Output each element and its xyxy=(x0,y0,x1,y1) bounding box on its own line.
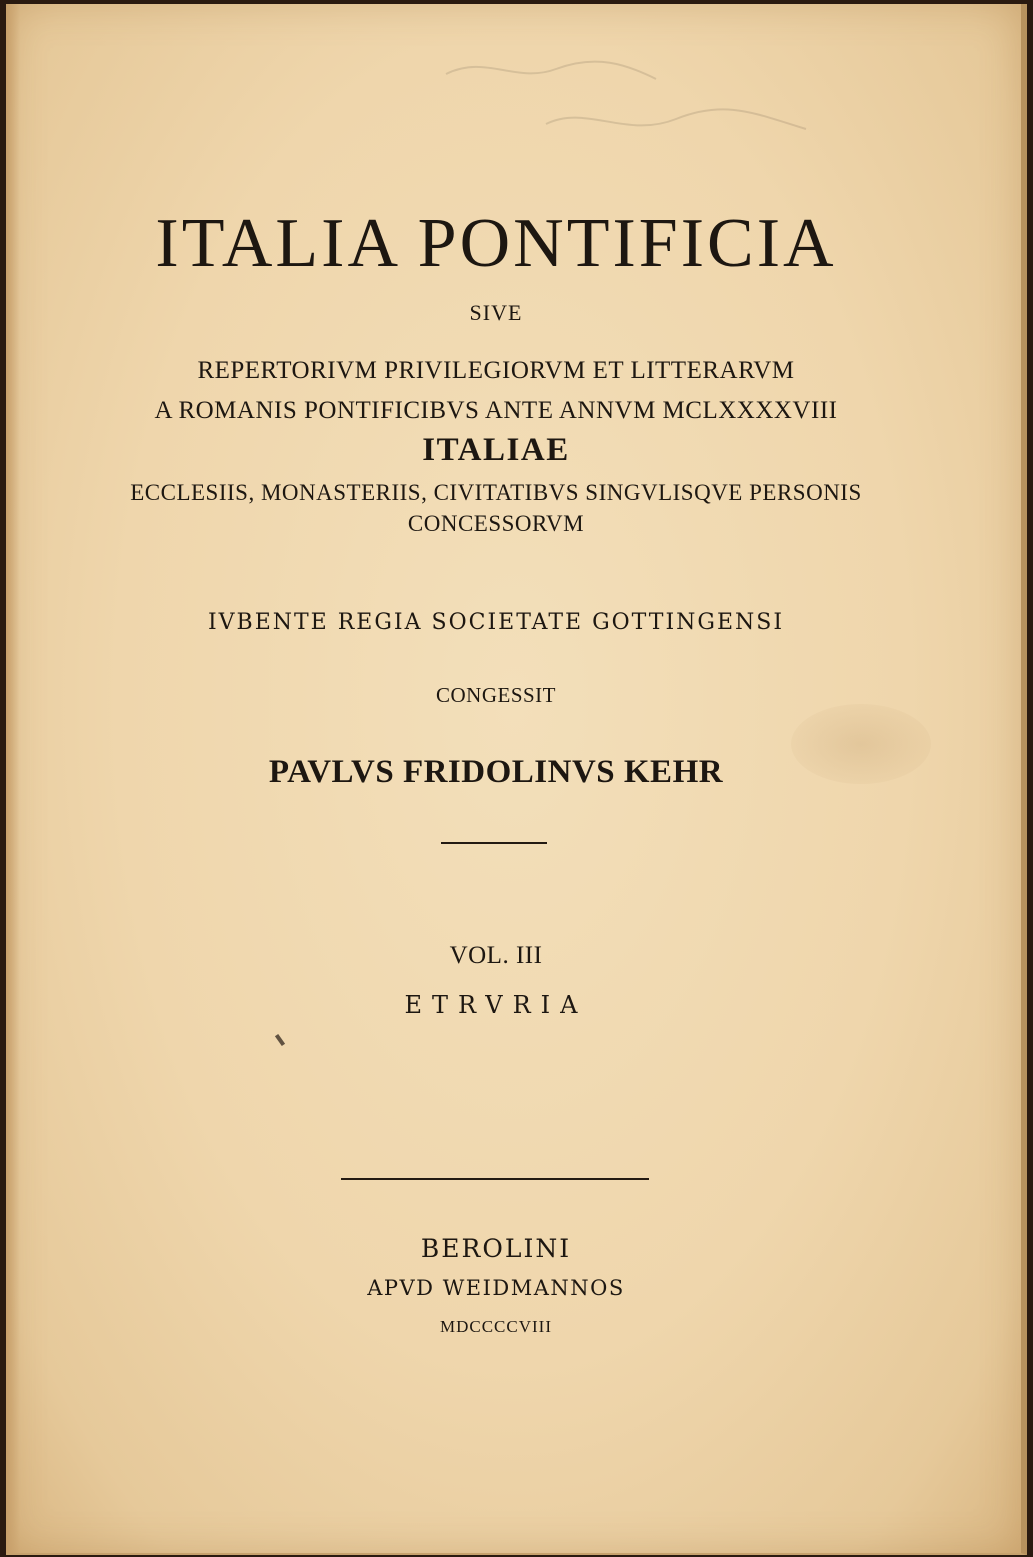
imprint-city: BEROLINI xyxy=(420,1234,572,1263)
divider-rule-long xyxy=(341,1178,649,1180)
book-title: ITALIA PONTIFICIA xyxy=(155,205,837,282)
author-name: PAVLVS FRIDOLINVS KEHR xyxy=(268,754,724,790)
imprint-year: MDCCCCVIII xyxy=(439,1317,552,1336)
subtitle-line-4: CONCESSORVM xyxy=(407,511,585,536)
volume-title: ETRVRIA xyxy=(404,991,588,1019)
commission-statement: IVBENTE REGIA SOCIETATE GOTTINGENSI xyxy=(207,610,785,635)
italiae-heading: ITALIAE xyxy=(422,432,570,468)
title-page xyxy=(6,4,1027,1555)
subtitle-line-2: A ROMANIS PONTIFICIBVS ANTE ANNVM MCLXXXXVIII xyxy=(154,397,838,424)
divider-rule-short xyxy=(441,842,547,844)
imprint-publisher: APVD WEIDMANNOS xyxy=(367,1276,625,1300)
faint-pencil-inscription xyxy=(426,44,846,164)
subtitle-line-3: ECCLESIIS, MONASTERIIS, CIVITATIBVS SINGVLISQVE PERSONIS xyxy=(130,480,862,505)
volume-number: VOL. III xyxy=(449,942,543,969)
ink-speck xyxy=(275,1034,285,1046)
subtitle-line-1: REPERTORIVM PRIVILEGIORVM ET LITTERARVM xyxy=(197,357,795,384)
congessit-label: CONGESSIT xyxy=(435,683,556,707)
sive-label: SIVE xyxy=(469,300,523,325)
